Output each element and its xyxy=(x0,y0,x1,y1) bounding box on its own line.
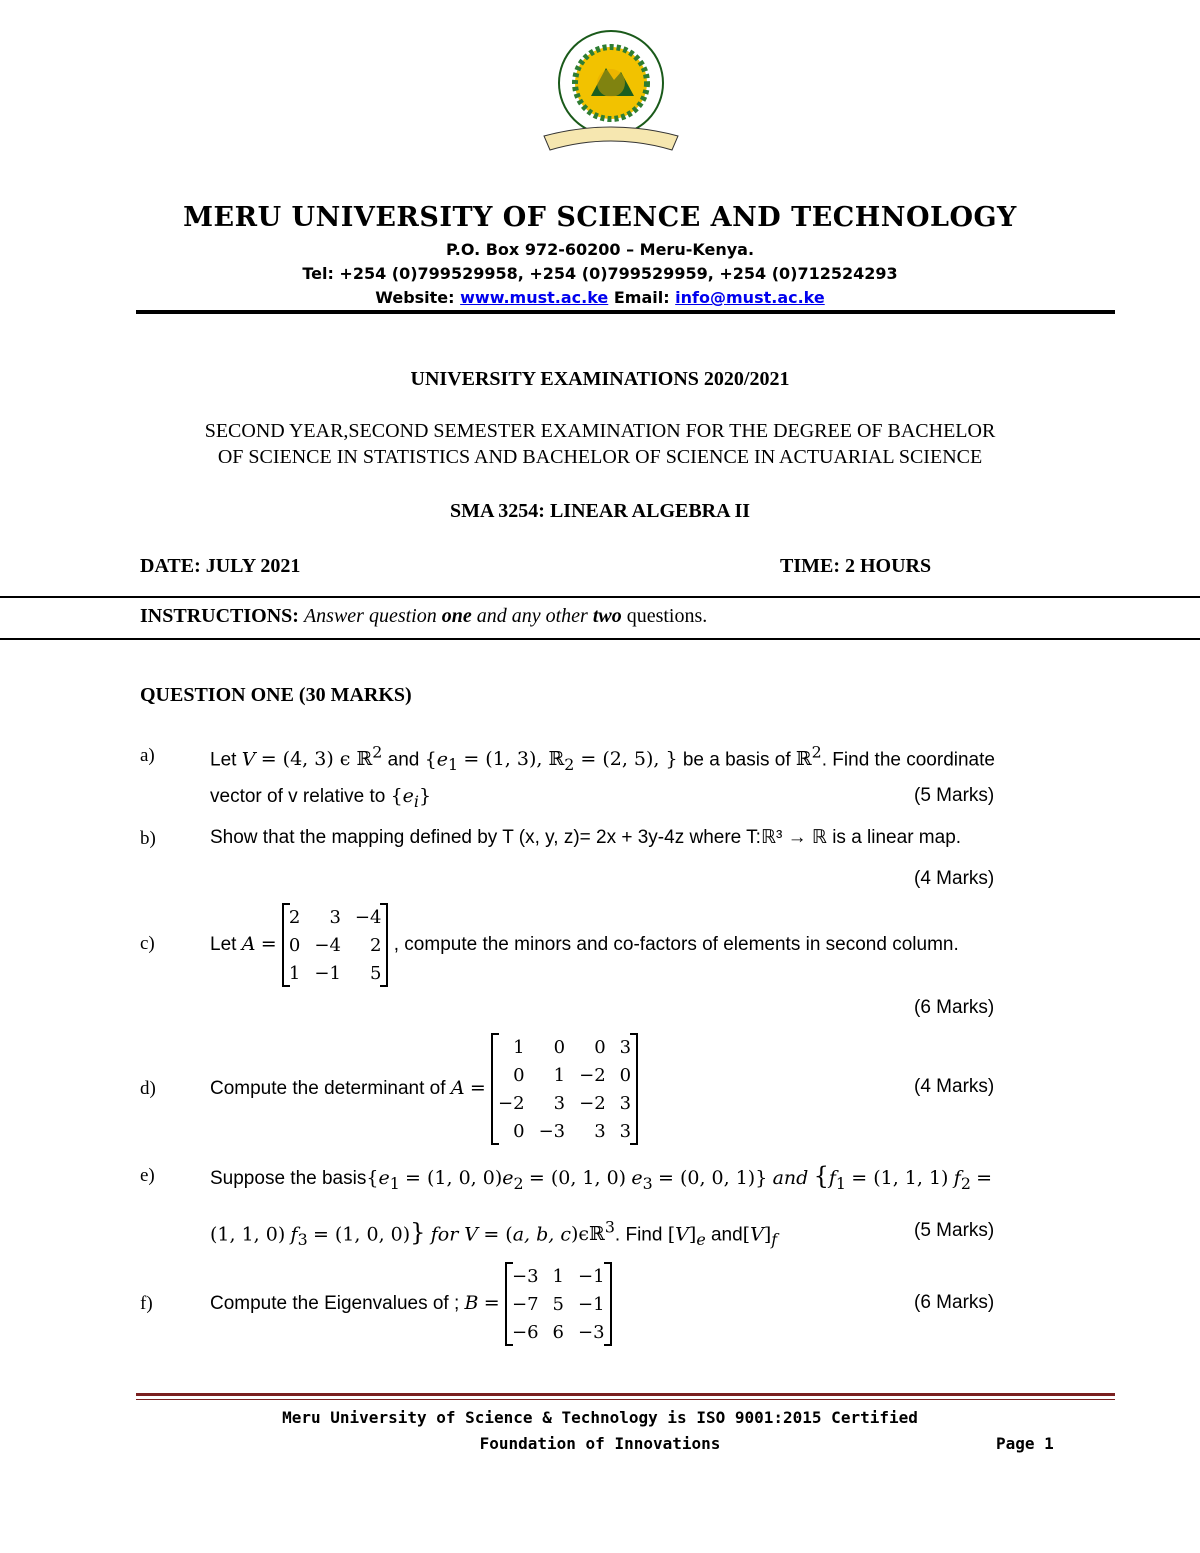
university-name: MERU UNIVERSITY OF SCIENCE AND TECHNOLOGY xyxy=(183,202,1017,233)
q1e-marks: (5 Marks) xyxy=(914,1220,995,1241)
matrix-a-4x4-cell: 3 xyxy=(619,1092,632,1114)
matrix-b-3x3-cell: −6 xyxy=(512,1321,539,1343)
matrix-a-4x4 xyxy=(491,1033,638,1145)
exam-description-line2: OF SCIENCE IN STATISTICS AND BACHELOR OF SCIENCE IN ACTUARIAL SCIENCE xyxy=(217,446,983,468)
matrix-a-4x4-cell: 3 xyxy=(619,1120,632,1142)
matrix-b-3x3 xyxy=(505,1262,612,1346)
exam-date: DATE: JULY 2021 xyxy=(140,555,301,577)
q1a-marks: (5 Marks) xyxy=(914,785,995,806)
matrix-b-3x3-cell: 1 xyxy=(552,1265,564,1287)
matrix-a-4x4-cell: 1 xyxy=(513,1036,525,1058)
footer-rule xyxy=(136,1393,1115,1396)
q1a-text-2: vector of v relative to $\{e_i\}$ xyxy=(210,785,432,811)
instructions-rule-bottom xyxy=(0,638,1200,640)
instructions-two: two xyxy=(592,605,622,627)
matrix-a-4x4-cell: 0 xyxy=(594,1036,606,1058)
matrix-a-3x3-cell: 5 xyxy=(370,962,382,984)
matrix-a-4x4-cell: 0 xyxy=(553,1036,566,1058)
website-link[interactable]: www.must.ac.ke xyxy=(460,288,609,307)
matrix-b-3x3-cell: 6 xyxy=(552,1321,564,1343)
postal-address: P.O. Box 972-60200 – Meru-Kenya. xyxy=(445,240,755,259)
university-logo xyxy=(536,28,686,158)
matrix-a-4x4-cell: −2 xyxy=(579,1092,606,1114)
matrix-b-3x3-cell: −1 xyxy=(578,1293,605,1315)
matrix-a-4x4-cell: 3 xyxy=(619,1036,632,1058)
q1d-marks: (4 Marks) xyxy=(914,1076,995,1097)
footer-certification: Meru University of Science & Technology is ISO 9001:2015 Certified xyxy=(282,1408,918,1427)
q1c-label: c) xyxy=(140,933,155,954)
instructions-text-2: and any other xyxy=(471,605,593,627)
matrix-a-4x4-cell: 0 xyxy=(513,1064,525,1086)
question-one-heading: QUESTION ONE (30 MARKS) xyxy=(140,684,412,706)
email-label: Email: xyxy=(608,288,676,307)
matrix-b-3x3-cell: −3 xyxy=(512,1265,539,1287)
matrix-a-4x4-cell: −2 xyxy=(498,1092,525,1114)
q1f-marks: (6 Marks) xyxy=(914,1292,995,1313)
q1c-text: Let A = 2 3 −4 0 −4 2 1 −1 5 , compute the minors and co-factors of elements in second column. xyxy=(210,903,1090,987)
instructions-rule-top xyxy=(0,596,1200,598)
matrix-a-3x3-cell: −1 xyxy=(314,962,341,984)
q1e-text-2: (1, 1, 0) $f_3 = (1$, 0, 0)} for V = (a, b, c)ϵℝ$^3$. Find $[V]_e$ $and[V]_f$ xyxy=(210,1218,778,1250)
footer-rule-thin xyxy=(136,1399,1115,1400)
matrix-a-4x4-cell: 3 xyxy=(553,1092,566,1114)
website-label: Website: xyxy=(375,288,461,307)
q1e-text-1: Suppose the $basis\{e_1 = (1$, 0, $0)e_2 = (0$, 1, 0) $e_3 = (0$, 0, 1)} and {$f_1 = (1$, 1, 1) $f_2$ = xyxy=(210,1162,993,1193)
matrix-a-3x3-cell: 2 xyxy=(370,934,382,956)
instructions-label: INSTRUCTIONS: xyxy=(140,605,299,627)
email-link[interactable]: info@must.ac.ke xyxy=(675,288,825,307)
matrix-a-4x4-cell: 0 xyxy=(513,1120,525,1142)
exam-description-line1: SECOND YEAR,SECOND SEMESTER EXAMINATION FOR THE DEGREE OF BACHELOR xyxy=(204,420,996,442)
instructions-text-3: questions. xyxy=(621,605,708,627)
q1b-marks: (4 Marks) xyxy=(914,868,995,889)
matrix-a-3x3-cell: 1 xyxy=(288,962,301,984)
q1a-label: a) xyxy=(140,745,155,766)
instructions xyxy=(140,605,707,628)
footer-motto: Foundation of Innovations xyxy=(479,1434,721,1453)
instructions-text-1: Answer question xyxy=(303,605,442,627)
q1c-marks: (6 Marks) xyxy=(914,997,995,1018)
matrix-b-3x3-cell: −3 xyxy=(578,1321,605,1343)
q1b-text: Show that the mapping defined by T (x, y, z)= 2x + 3y-4z where T:ℝ³ → ℝ is a linear map. xyxy=(210,827,962,848)
q1b-label: b) xyxy=(140,828,156,849)
matrix-a-3x3-cell: 3 xyxy=(329,906,341,928)
matrix-a-4x4-cell: −3 xyxy=(538,1120,566,1142)
web-contacts xyxy=(0,288,1200,307)
page-number: Page 1 xyxy=(996,1434,1054,1453)
exam-time: TIME: 2 HOURS xyxy=(780,555,932,577)
q1e-label: e) xyxy=(140,1165,155,1186)
matrix-b-3x3-cell: −7 xyxy=(512,1293,539,1315)
matrix-a-3x3 xyxy=(282,903,389,987)
q1d-label: d) xyxy=(140,1078,156,1099)
matrix-a-3x3-cell: −4 xyxy=(314,934,341,956)
matrix-a-3x3-cell: 2 xyxy=(288,906,301,928)
q1d-text: Compute the determinant of A = 1 0 0 3 0 1 −2 0 −2 3 −2 3 0 −3 3 3 xyxy=(210,1033,638,1145)
matrix-a-4x4-cell: 0 xyxy=(619,1064,632,1086)
matrix-a-4x4-cell: 1 xyxy=(553,1064,566,1086)
matrix-a-3x3-cell: −4 xyxy=(354,906,382,928)
course-title: SMA 3254: LINEAR ALGEBRA II xyxy=(449,500,751,522)
matrix-b-3x3-cell: −1 xyxy=(578,1265,605,1287)
q1f-text: Compute the Eigenvalues of ; B = −3 1 −1 −7 5 −1 −6 6 −3 xyxy=(210,1262,612,1346)
matrix-b-3x3-cell: 5 xyxy=(552,1293,564,1315)
exam-title: UNIVERSITY EXAMINATIONS 2020/2021 xyxy=(410,368,790,390)
instructions-one: one xyxy=(441,605,472,627)
header-divider xyxy=(136,310,1115,314)
q1f-label: f) xyxy=(140,1293,153,1314)
matrix-a-4x4-cell: −2 xyxy=(579,1064,606,1086)
matrix-a-4x4-cell: 3 xyxy=(594,1120,606,1142)
telephone: Tel: +254 (0)799529958, +254 (0)799529959, +254 (0)712524293 xyxy=(302,264,898,283)
matrix-a-3x3-cell: 0 xyxy=(288,934,301,956)
q1a-text: Let V = (4, 3) ϵ ℝ$^2$ and {$e_1 = (1$, 3), ℝ$_2$ = (2, 5), } be a basis of ℝ$^2$. Find the coordinate xyxy=(210,743,995,775)
